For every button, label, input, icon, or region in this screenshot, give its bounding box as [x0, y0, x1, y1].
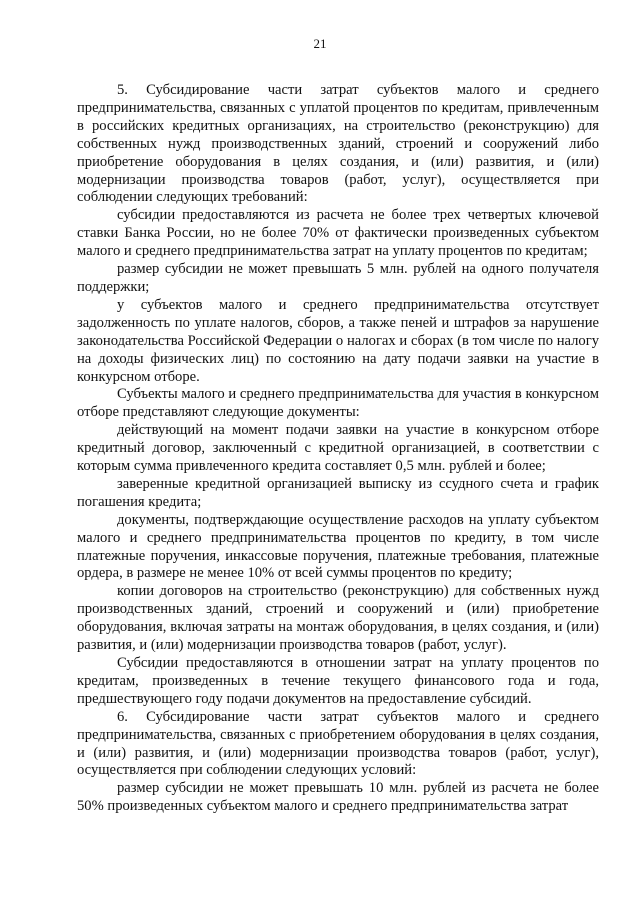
- paragraph-account-statement: заверенные кредитной организацией выписку из ссудного счета и график погашения кредита;: [77, 475, 599, 510]
- page-number: 21: [313, 36, 327, 51]
- document-body: [77, 82, 599, 816]
- paragraph-documents-intro: Субъекты малого и среднего предпринимательства для участия в конкурсном отборе представляют следующие документы:: [77, 386, 599, 421]
- paragraph-payment-documents: документы, подтверждающие осуществление расходов на уплату субъектом малого и среднего предпринимательства процентов по кредиту, в том числе платежные поручения, инкассовые поручения, платежные требования, платежные ордера, в размере не менее 10% от всей суммы процентов по кредиту;: [77, 511, 599, 582]
- paragraph-item-5: 5. Субсидирование части затрат субъектов малого и среднего предпринимательства, связанных с уплатой процентов по кредитам, привлеченным в российских кредитных организациях, на строительство (реконструкцию) для собственных нужд производственных зданий, строений и сооружений либо приобретение оборудования в целях создания, и (или) развития, и (или) модернизации производства товаров (работ, услуг), осуществляется при соблюдении следующих требований:: [77, 82, 599, 206]
- paragraph-no-debt: у субъектов малого и среднего предпринимательства отсутствует задолженность по уплате налогов, сборов, а также пеней и штрафов за нарушение законодательства Российской Федерации о налогах и сборах (в том числе по налогу на доходы физических лиц) по состоянию на дату подачи заявки на участие в конкурсном отборе.: [77, 296, 599, 385]
- paragraph-item-6: 6. Субсидирование части затрат субъектов малого и среднего предпринимательства, связанных с приобретением оборудования в целях создания, и (или) развития, и (или) модернизации производства товаров (работ, услуг), осуществляется при соблюдении следующих условий:: [77, 708, 599, 779]
- paragraph-construction-contracts: копии договоров на строительство (реконструкцию) для собственных нужд производственных зданий, строений и сооружений и (или) приобретение оборудования, включая затраты на монтаж оборудования, в целях создания, и (или) развития, и (или) модернизации производства товаров (работ, услуг).: [77, 583, 599, 654]
- paragraph-subsidy-period: Субсидии предоставляются в отношении затрат на уплату процентов по кредитам, произведенных в течение текущего финансового года и года, предшествующего году подачи документов на предоставление субсидий.: [77, 655, 599, 707]
- paragraph-credit-agreement: действующий на момент подачи заявки на участие в конкурсном отборе кредитный договор, заключенный с кредитной организацией, в соответствии с которым сумма привлеченного кредита составляет 0,5 млн. рублей и более;: [77, 422, 599, 475]
- paragraph-equipment-limit: размер субсидии не может превышать 10 млн. рублей из расчета не более 50% произведенных субъектом малого и среднего предпринимательства затрат: [77, 780, 599, 815]
- paragraph-subsidy-limit: размер субсидии не может превышать 5 млн. рублей на одного получателя поддержки;: [77, 261, 599, 295]
- paragraph-subsidy-rate: субсидии предоставляются из расчета не более трех четвертых ключевой ставки Банка России, но не более 70% от фактически произведенных субъектом малого и среднего предпринимательства затрат на уплату процентов по кредитам;: [77, 207, 599, 260]
